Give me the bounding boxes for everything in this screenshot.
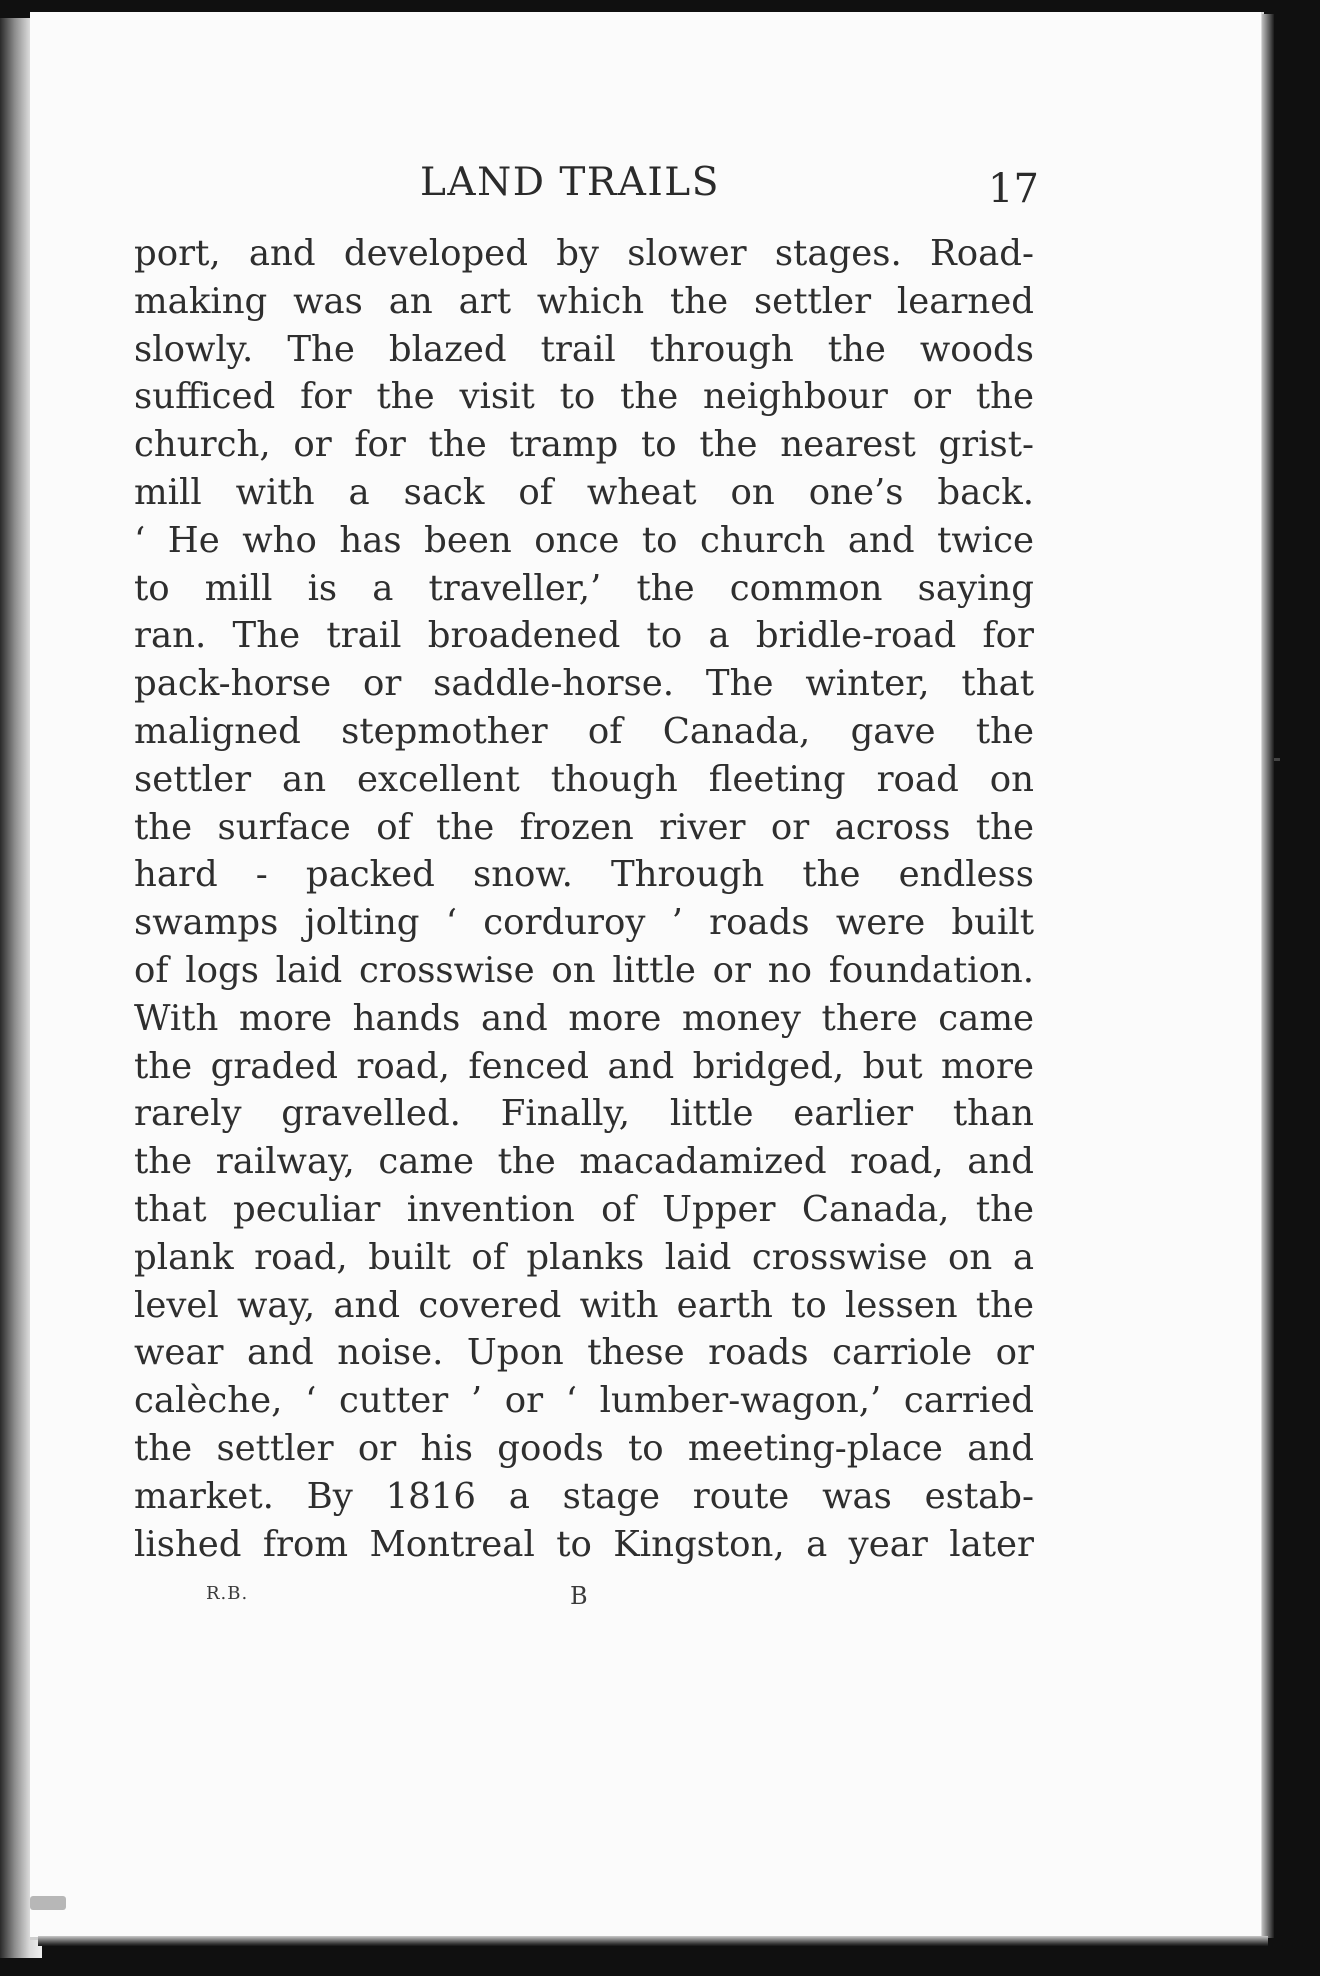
text-line: calèche, ‘ cutter ’ or ‘ lumber-wagon,’ carried	[134, 1380, 1034, 1422]
text-line: the railway, came the macadamized road, and	[134, 1141, 1034, 1183]
text-line: church, or for the tramp to the nearest grist-	[134, 424, 1034, 466]
body-text	[134, 230, 1034, 1568]
text-line: market. By 1816 a stage route was estab-	[134, 1475, 1034, 1517]
binding-mark	[30, 1896, 66, 1910]
text-line: ‘ He who has been once to church and twice	[134, 519, 1034, 561]
text-line: that peculiar invention of Upper Canada, the	[134, 1188, 1034, 1230]
text-line: rarely gravelled. Finally, little earlier than	[134, 1093, 1034, 1135]
text-line: settler an excellent though fleeting road on	[134, 758, 1034, 800]
text-line: slowly. The blazed trail through the woods	[134, 328, 1034, 370]
text-line: mill with a sack of wheat on one’s back.	[134, 471, 1034, 513]
page-number: 17	[988, 166, 1039, 212]
text-line: ran. The trail broadened to a bridle-road for	[134, 615, 1034, 657]
text-line: plank road, built of planks laid crosswise on a	[134, 1236, 1034, 1278]
text-line: level way, and covered with earth to lessen the	[134, 1284, 1034, 1326]
text-line: making was an art which the settler learned	[134, 280, 1034, 322]
text-line: lished from Montreal to Kingston, a year later	[134, 1523, 1034, 1565]
text-line: maligned stepmother of Canada, gave the	[134, 710, 1034, 752]
text-line: hard - packed snow. Through the endless	[134, 854, 1034, 896]
text-line: the surface of the frozen river or across the	[134, 806, 1034, 848]
signature-letter: B	[570, 1582, 588, 1610]
text-line: wear and noise. Upon these roads carriole or	[134, 1332, 1034, 1374]
text-line: pack-horse or saddle-horse. The winter, that	[134, 663, 1034, 705]
text-line: to mill is a traveller,’ the common saying	[134, 567, 1034, 609]
text-line: swamps jolting ‘ corduroy ’ roads were built	[134, 902, 1034, 944]
text-line: of logs laid crosswise on little or no foundation.	[134, 949, 1034, 991]
running-head: LAND TRAILS	[420, 160, 720, 205]
text-line: sufficed for the visit to the neighbour or the	[134, 376, 1034, 418]
text-line: the graded road, fenced and bridged, but more	[134, 1045, 1034, 1087]
text-line: port, and developed by slower stages. Road-	[134, 233, 1034, 274]
page-edge-right	[1262, 14, 1274, 1938]
page-edge-bottom	[38, 1936, 1268, 1946]
text-line: the settler or his goods to meeting-place and	[134, 1427, 1034, 1469]
signature-mark: R.B.	[206, 1583, 249, 1604]
text-line: With more hands and more money there came	[134, 997, 1034, 1039]
edge-speck	[1274, 758, 1280, 761]
